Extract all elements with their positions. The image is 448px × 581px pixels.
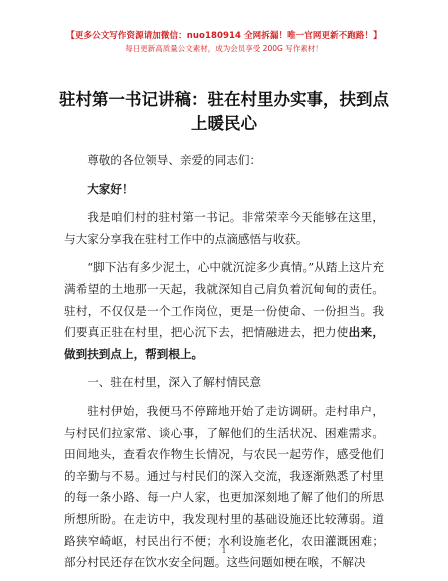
document-title: 驻村第一书记讲稿：驻在村里办实事，扶到点上暖民心 <box>59 90 389 133</box>
salutation: 尊敬的各位领导、亲爱的同志们： <box>87 153 262 167</box>
document-body <box>64 150 384 581</box>
banner-line-2: 每日更新高质量公文素材，成为会员享受 200G 写作素材！ <box>125 44 323 53</box>
quote-paragraph-text: “脚下沾有多少泥土，心中就沉淀多少真情。”从踏上这片充满希望的土地那一天起，我就深知自己肩负着沉甸甸的责任。驻村，不仅仅是一个工作岗位，更是一份使命、一份担当。我们要真正驻在村里，把心沉下去，把情融进去，把力使 <box>64 260 384 340</box>
page-number: 1 <box>221 546 227 555</box>
quote-paragraph-emphasis: 出来，做到扶到点上，帮到根上。 <box>64 325 384 361</box>
promo-banner <box>0 30 448 55</box>
section-heading-1: 一、驻在村里，深入了解村情民意 <box>87 375 262 390</box>
intro-paragraph: 我是咱们村的驻村第一书记。非常荣幸今天能够在这里，与大家分享我在驻村工作中的点滴感悟与收获。 <box>64 210 384 246</box>
greeting: 大家好！ <box>87 181 134 196</box>
banner-line-1: 【更多公文写作资源请加微信：nuo180914 全网拆漏！唯一官网更新不跑路！】 <box>66 31 382 41</box>
section-1-paragraph: 驻村伊始，我便马不停蹄地开始了走访调研。走村串户，与村民们拉家常、谈心事，了解他们的生活状况、困难需求。田间地头，查看农作物生长情况，与农民一起劳作，感受他们的辛勤与不易。通过与村民们的深入交流，我逐渐熟悉了村里的每一条小路、每一户人家，也更加深刻地了解了他们的所思所想所盼。在走访中，我发现村里的基础设施还比较薄弱。道路狭窄崎岖，村民出行不便；水利设施老化，农田灌溉困难；部分村民还存在饮水安全问题。这些问题如梗在喉，不解决 <box>64 403 384 570</box>
quote-paragraph <box>64 257 384 365</box>
